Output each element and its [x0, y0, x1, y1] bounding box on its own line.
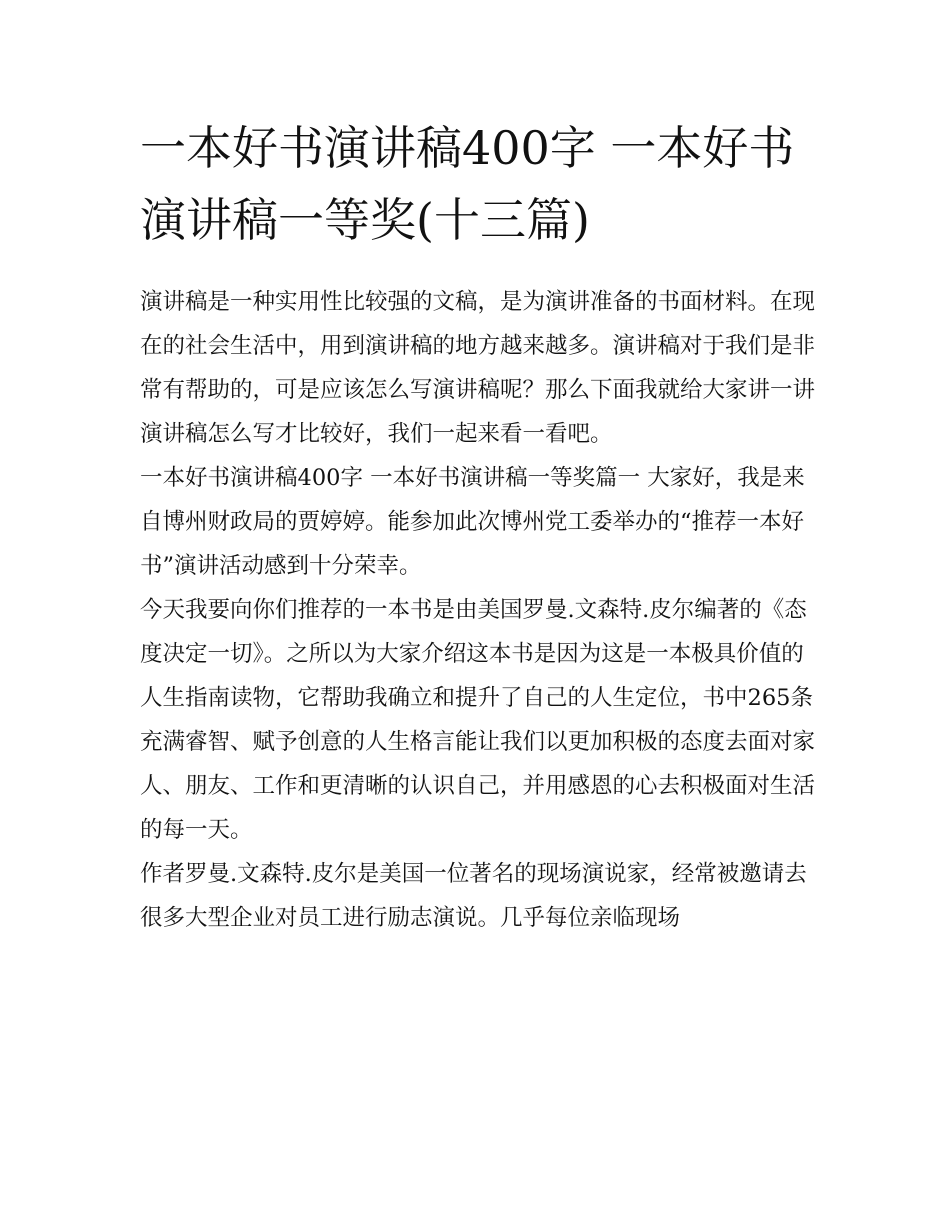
document-body [140, 280, 816, 940]
paragraph-intro: 演讲稿是一种实用性比较强的文稿，是为演讲准备的书面材料。在现在的社会生活中，用到演讲稿的地方越来越多。演讲稿对于我们是非常有帮助的，可是应该怎么写演讲稿呢？那么下面我就给大家讲一讲演讲稿怎么写才比较好，我们一起来看一看吧。 [140, 289, 816, 447]
document-title: 一本好书演讲稿400字 一本好书演讲稿一等奖(十三篇) [140, 121, 795, 247]
paragraph-author: 作者罗曼.文森特.皮尔是美国一位著名的现场演说家，经常被邀请去很多大型企业对员工进行励志演说。几乎每位亲临现场 [140, 861, 807, 931]
paragraph-book-recommendation: 今天我要向你们推荐的一本书是由美国罗曼.文森特.皮尔编著的《态度决定一切》。之所以为大家介绍这本书是因为这是一本极具价值的人生指南读物，它帮助我确立和提升了自己的人生定位，书中265条充满睿智、赋予创意的人生格言能让我们以更加积极的态度去面对家人、朋友、工作和更清晰的认识自己，并用感恩的心去积极面对生活的每一天。 [140, 597, 816, 843]
paragraph-greeting: 一本好书演讲稿400字 一本好书演讲稿一等奖篇一 大家好，我是来自博州财政局的贾婷婷。能参加此次博州党工委举办的“推荐一本好书”演讲活动感到十分荣幸。 [140, 465, 805, 579]
